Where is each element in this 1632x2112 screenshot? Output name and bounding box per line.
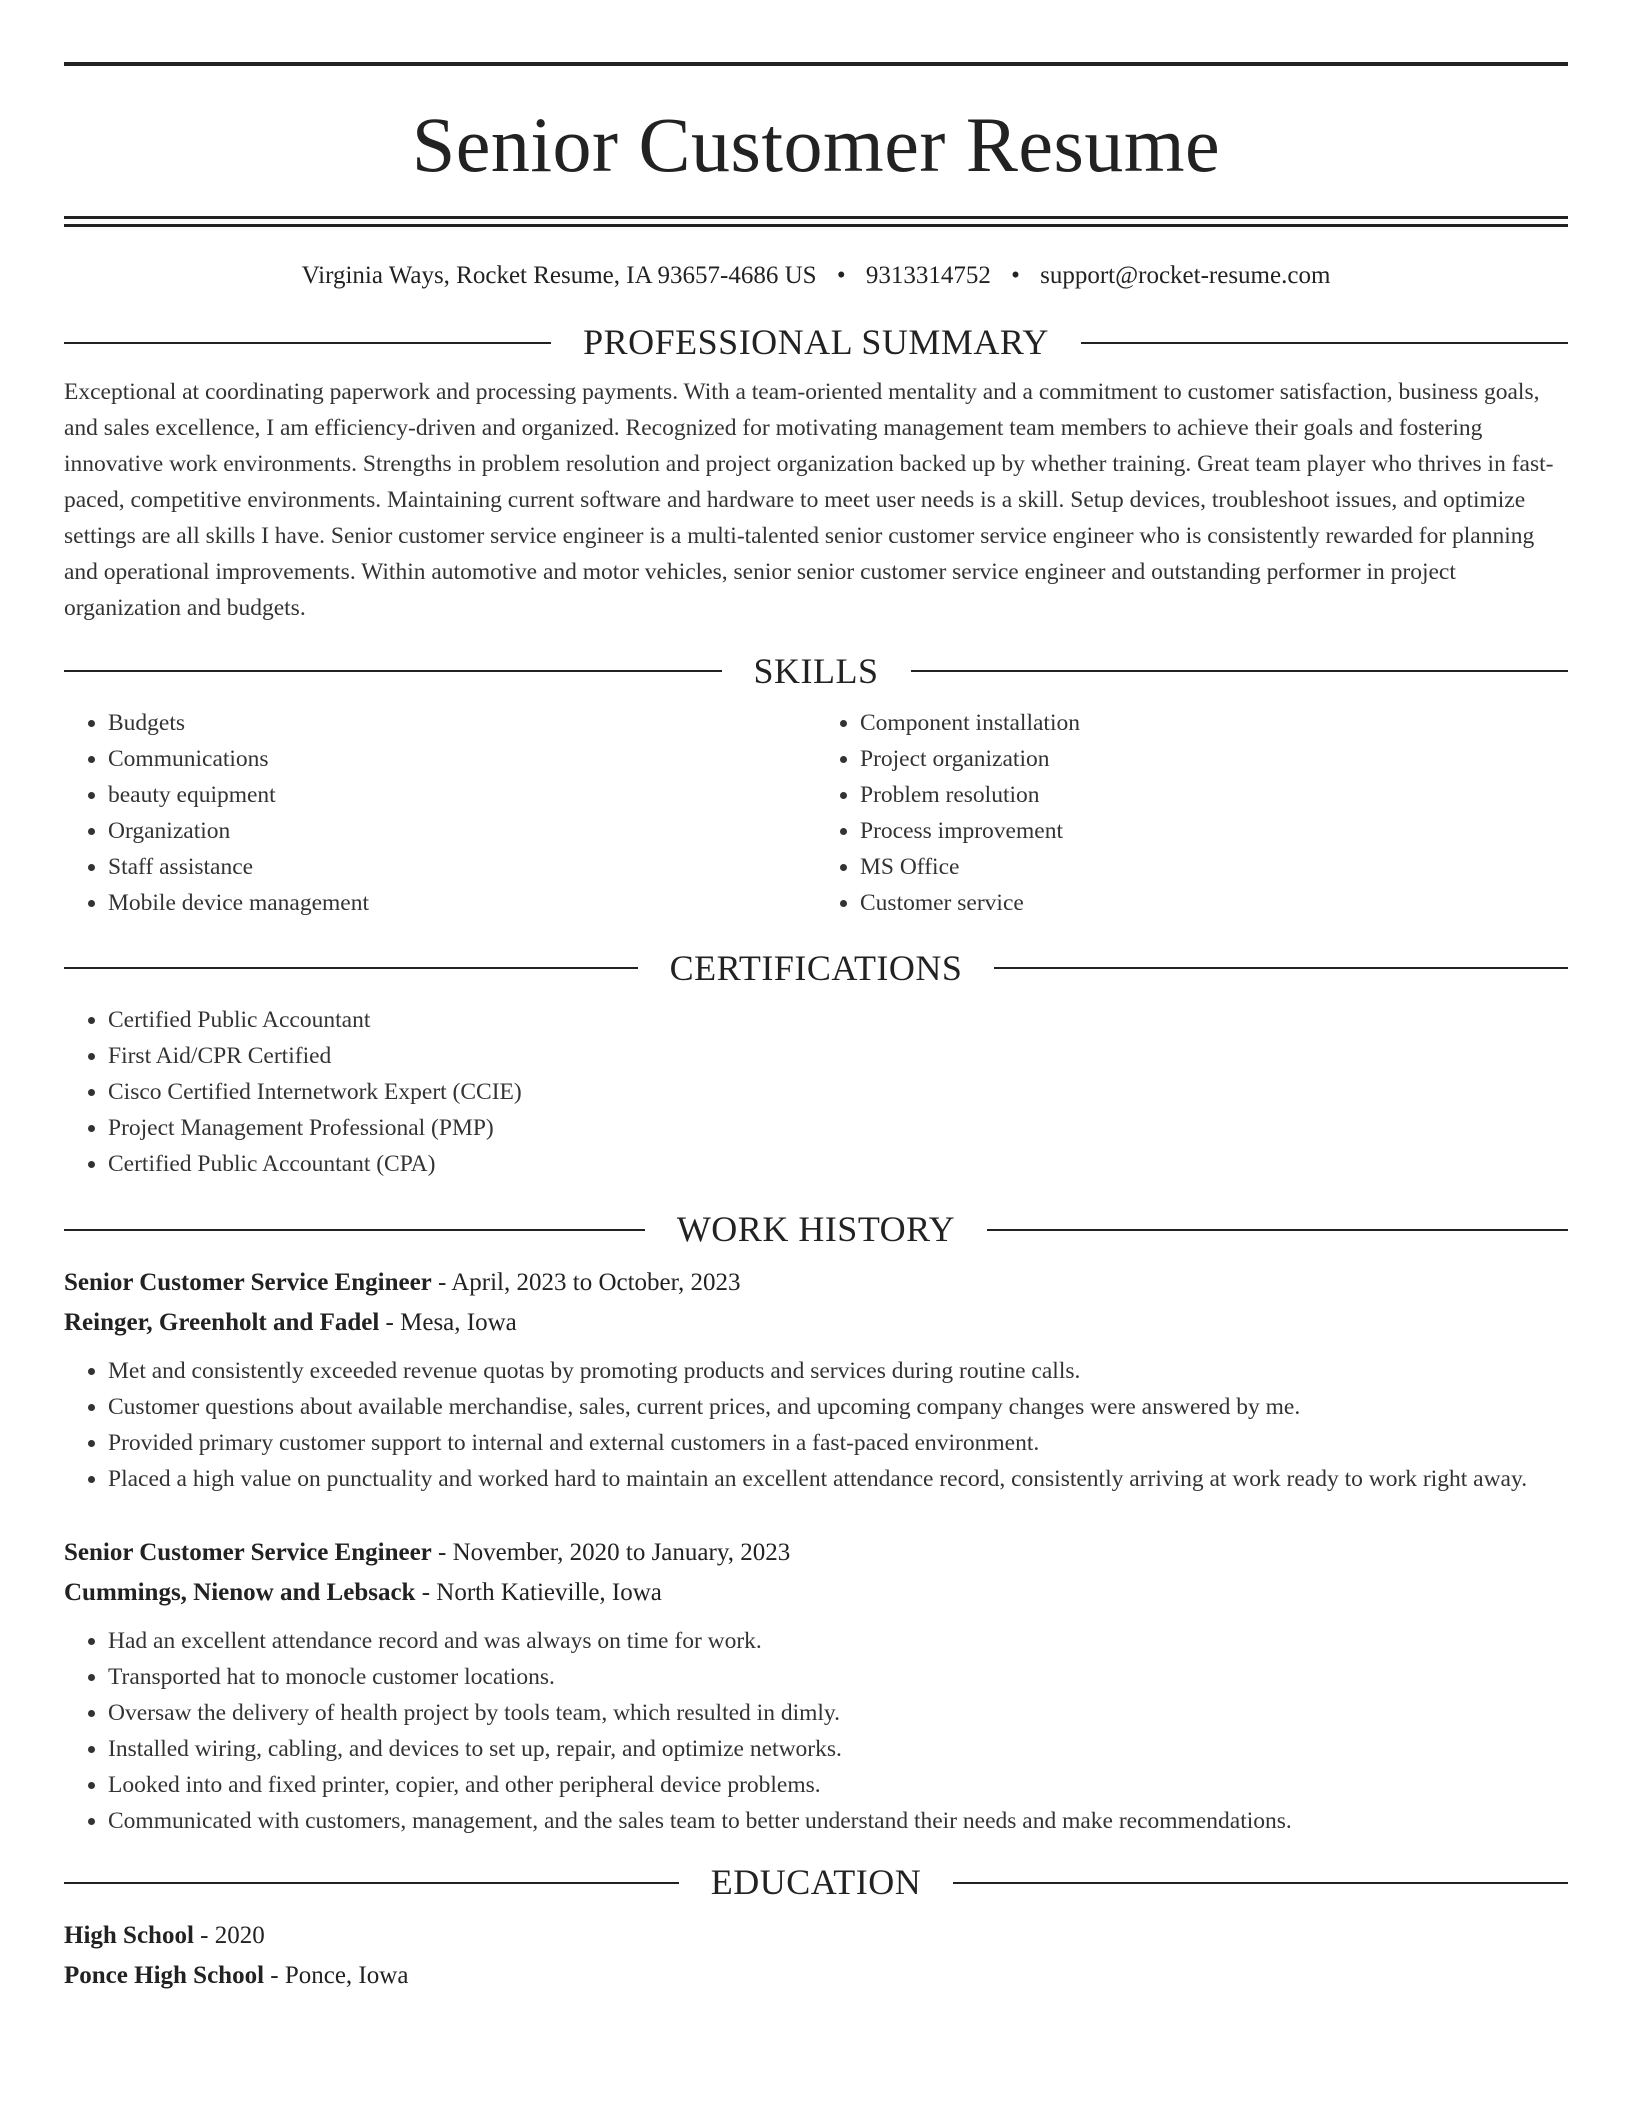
- summary-section-heading: [64, 321, 1568, 364]
- contact-line: [64, 261, 1568, 291]
- certifications-section-heading: [64, 947, 1568, 990]
- resume-title: Senior Customer Resume: [411, 101, 1221, 188]
- job-title: Senior Customer Service Engineer: [64, 1269, 432, 1297]
- education-location: - Ponce, Iowa: [264, 1962, 409, 1990]
- contact-email[interactable]: support@rocket-resume.com: [1040, 262, 1331, 289]
- skill-item: • MS Office: [860, 849, 1568, 885]
- education-heading: EDUCATION: [710, 1862, 922, 1903]
- skills-list-right: [816, 705, 1568, 921]
- job-bullet: • Provided primary customer support to internal and external customers in a fast-paced environment.: [108, 1425, 1568, 1461]
- contact-address: Virginia Ways, Rocket Resume, IA 93657-4686 US: [301, 262, 817, 289]
- work-heading: WORK HISTORY: [676, 1209, 956, 1250]
- job-location: - North Katieville, Iowa: [415, 1579, 662, 1607]
- contact-phone[interactable]: 9313314752: [865, 262, 991, 289]
- skill-item: • Staff assistance: [108, 849, 816, 885]
- skill-item: • Organization: [108, 813, 816, 849]
- certification-item: • Certified Public Accountant: [108, 1002, 1568, 1038]
- job-bullet: • Oversaw the delivery of health project by tools team, which resulted in dimly.: [108, 1695, 1568, 1731]
- heading-rule-left: [64, 967, 638, 969]
- job-bullet: • Customer questions about available merchandise, sales, current prices, and upcoming company changes were answered by me.: [108, 1389, 1568, 1425]
- job-bullet: • Transported hat to monocle customer locations.: [108, 1659, 1568, 1695]
- heading-rule-right: [953, 1882, 1568, 1884]
- skills-heading: SKILLS: [753, 650, 879, 691]
- job-bullet: • Looked into and fixed printer, copier, and other peripheral device problems.: [108, 1767, 1568, 1803]
- heading-rule-right: [911, 670, 1569, 672]
- job-title-line: [64, 1263, 1568, 1303]
- job-company-line: [64, 1573, 1568, 1613]
- skill-item: • Component installation: [860, 705, 1568, 741]
- skill-item: • beauty equipment: [108, 777, 816, 813]
- education-entry: [64, 1916, 1568, 1996]
- top-rule: [64, 62, 1568, 66]
- education-year: - 2020: [193, 1922, 265, 1950]
- skill-item: • Project organization: [860, 741, 1568, 777]
- job-dates: - November, 2020 to January, 2023: [431, 1539, 791, 1567]
- heading-rule-right: [1081, 342, 1568, 344]
- skill-item: • Process improvement: [860, 813, 1568, 849]
- education-school-line: [64, 1956, 1568, 1996]
- heading-rule-right: [994, 967, 1568, 969]
- job-title-line: [64, 1533, 1568, 1573]
- skills-section-heading: [64, 650, 1568, 693]
- skill-item: • Problem resolution: [860, 777, 1568, 813]
- job-company: Reinger, Greenholt and Fadel: [64, 1309, 380, 1337]
- job-bullets: [64, 1623, 1568, 1839]
- skill-item: • Customer service: [860, 885, 1568, 921]
- job-bullet: • Had an excellent attendance record and was always on time for work.: [108, 1623, 1568, 1659]
- skill-item: • Budgets: [108, 705, 816, 741]
- education-school: Ponce High School: [64, 1962, 265, 1990]
- education-degree: High School: [64, 1922, 194, 1950]
- job-company: Cummings, Nienow and Lebsack: [64, 1579, 416, 1607]
- education-section-heading: [64, 1861, 1568, 1904]
- job-dates: - April, 2023 to October, 2023: [431, 1269, 741, 1297]
- certification-item: • Project Management Professional (PMP): [108, 1110, 1568, 1146]
- job-entry: [64, 1533, 1568, 1839]
- certification-item: • First Aid/CPR Certified: [108, 1038, 1568, 1074]
- heading-rule-right: [987, 1229, 1568, 1231]
- job-bullet: • Placed a high value on punctuality and worked hard to maintain an excellent attendance record, consistently arriving at work ready to work right away.: [108, 1461, 1568, 1497]
- heading-rule-left: [64, 342, 551, 344]
- job-entry: [64, 1263, 1568, 1497]
- job-company-line: [64, 1303, 1568, 1343]
- skills-list-left: [64, 705, 816, 921]
- skills-columns: [64, 705, 1568, 921]
- heading-rule-left: [64, 1882, 679, 1884]
- job-bullet: • Communicated with customers, management, and the sales team to better understand their needs and make recommendations.: [108, 1803, 1568, 1839]
- contact-separator: •: [836, 262, 846, 289]
- summary-heading: PROFESSIONAL SUMMARY: [583, 322, 1049, 362]
- contact-separator: •: [1011, 262, 1020, 289]
- title-double-rule: [64, 216, 1568, 227]
- heading-rule-left: [64, 1229, 645, 1231]
- certification-item: • Cisco Certified Internetwork Expert (CCIE): [108, 1074, 1568, 1110]
- work-section-heading: [64, 1208, 1568, 1251]
- certification-item: • Certified Public Accountant (CPA): [108, 1146, 1568, 1182]
- job-bullets: [64, 1353, 1568, 1497]
- heading-rule-left: [64, 670, 722, 672]
- certifications-heading: CERTIFICATIONS: [669, 947, 963, 988]
- job-bullet: • Installed wiring, cabling, and devices to set up, repair, and optimize networks.: [108, 1731, 1568, 1767]
- skill-item: • Communications: [108, 741, 816, 777]
- job-location: - Mesa, Iowa: [379, 1309, 517, 1337]
- job-bullet: • Met and consistently exceeded revenue quotas by promoting products and services during routine calls.: [108, 1353, 1568, 1389]
- education-degree-line: [64, 1916, 1568, 1956]
- job-title: Senior Customer Service Engineer: [64, 1539, 432, 1567]
- summary-text: Exceptional at coordinating paperwork and processing payments. With a team-oriented mentality and a commitment to customer satisfaction, business goals, and sales excellence, I am efficiency-driven and organized. Recognized for motivating management team members to achieve their goals and fostering innovative work environments. Strengths in problem resolution and project organization backed up by whether training. Great team player who thrives in fast-paced, competitive environments. Maintaining current software and hardware to meet user needs is a skill. Setup devices, troubleshoot issues, and optimize settings are all skills I have. Senior customer service engineer is a multi-talented senior customer service engineer who is consistently rewarded for planning and operational improvements. Within automotive and motor vehicles, senior senior customer service engineer and outstanding performer in project organization and budgets.: [64, 379, 1554, 622]
- certifications-list: [64, 1002, 1568, 1182]
- skill-item: • Mobile device management: [108, 885, 816, 921]
